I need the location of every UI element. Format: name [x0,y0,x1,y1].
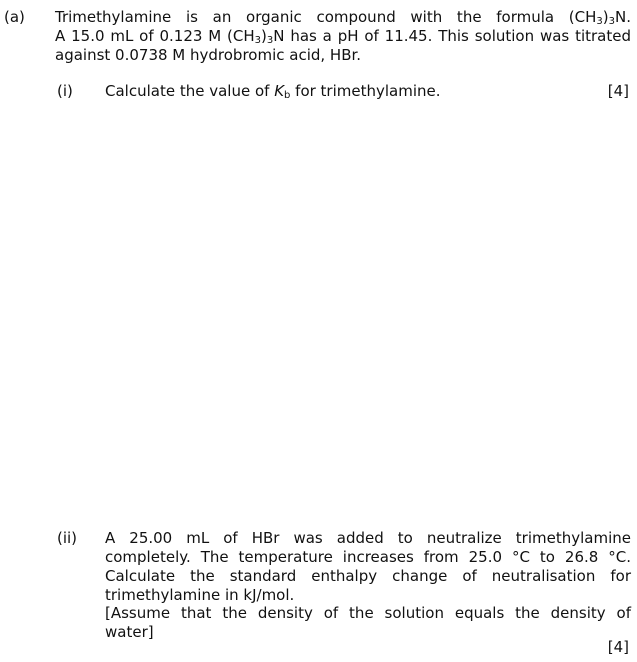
intro-line-1-mid: ) [602,8,609,26]
intro-line-2-mid: ) [261,27,267,45]
intro-line-2-post: N has a pH of 11.45. This solution was titrated [273,27,631,45]
intro-line-1-pre: Trimethylamine is an organic compound with the formula (CH [55,8,597,26]
intro-line-2-sub1: 3 [254,35,262,46]
kb-symbol: K [274,82,285,100]
part-i-question [105,81,441,101]
kb-subscript: b [284,90,291,101]
intro-line-2 [55,26,631,46]
part-ii-line-6: water] [105,623,154,641]
part-ii-line-2: completely. The temperature increases from 25.0 °C to 26.8 °C. [105,548,631,566]
intro-line-2-sub2: 3 [266,35,274,46]
part-ii-line-5: [Assume that the density of the solution equals the density of [105,604,631,622]
part-i-question-post: for trimethylamine. [290,82,441,100]
intro-line-1 [55,7,631,27]
part-ii-marks: [4] [607,638,629,656]
part-ii-line-1: A 25.00 mL of HBr was added to neutralize trimethylamine [105,529,631,547]
part-ii-line-3: Calculate the standard enthalpy change of neutralisation for [105,567,631,585]
part-i-label: (i) [57,82,73,100]
intro-line-3: against 0.0738 M hydrobromic acid, HBr. [55,46,362,64]
intro-line-2-pre: A 15.0 mL of 0.123 M (CH [55,27,255,45]
part-i-question-pre: Calculate the value of [105,82,275,100]
intro-line-1-post: N. [615,8,631,26]
part-ii-line-4: trimethylamine in kJ/mol. [105,586,295,604]
part-ii-label: (ii) [57,529,78,547]
intro-line-1-sub2: 3 [608,16,615,27]
intro-line-1-sub1: 3 [596,16,603,27]
part-i-marks: [4] [607,82,629,100]
part-a-label: (a) [4,8,25,26]
